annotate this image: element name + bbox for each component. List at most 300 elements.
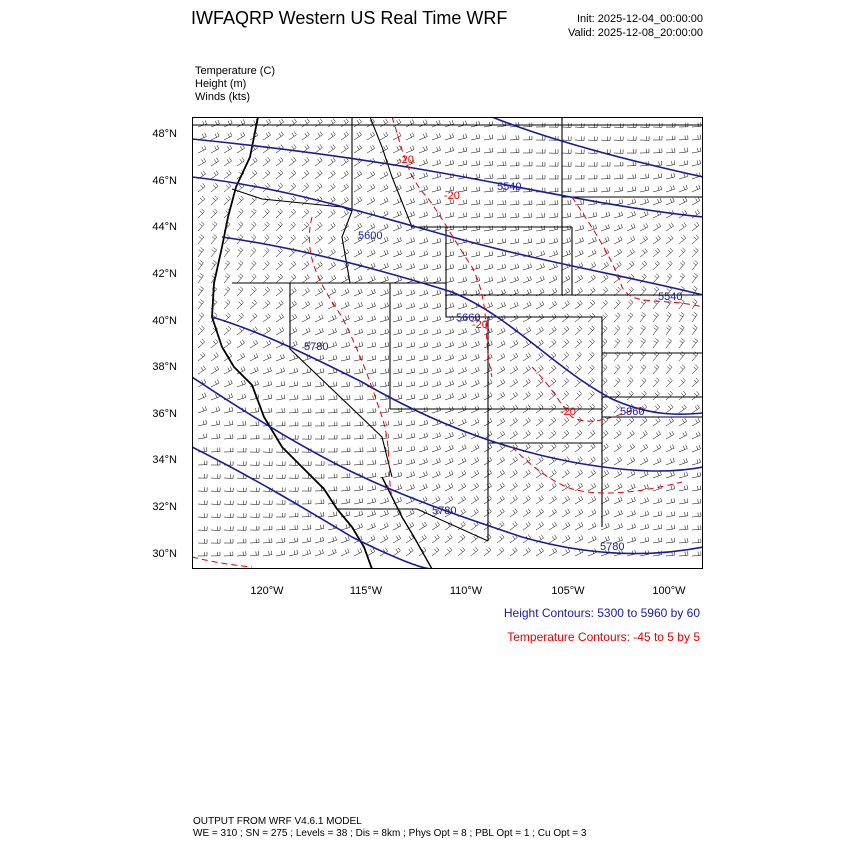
- wind-barb: [289, 132, 296, 141]
- wind-barb: [419, 522, 427, 530]
- wind-barb: [419, 433, 428, 439]
- wind-barb: [432, 445, 441, 452]
- height-label: 5540: [497, 181, 522, 193]
- wind-barb: [341, 197, 349, 205]
- wind-barb: [276, 119, 284, 127]
- wind-barb: [653, 471, 661, 478]
- wind-barb: [250, 501, 259, 505]
- wind-barb: [484, 200, 493, 205]
- wind-barb: [224, 196, 231, 205]
- wind-barb: [445, 406, 454, 413]
- weather-map: [192, 117, 703, 569]
- wind-barb: [679, 148, 688, 153]
- wind-barb: [536, 457, 543, 466]
- wind-barb: [315, 461, 324, 465]
- wind-barb: [562, 417, 569, 426]
- wind-barb: [536, 149, 545, 153]
- wind-barb: [237, 145, 245, 153]
- wind-barb: [315, 435, 324, 439]
- wind-barb: [484, 121, 493, 127]
- wind-barb: [666, 538, 675, 543]
- wind-barb: [406, 290, 415, 296]
- wind-barb: [263, 300, 270, 309]
- wind-barb: [640, 497, 649, 504]
- wind-barb: [471, 380, 479, 387]
- wind-barb: [224, 526, 233, 530]
- wind-barb: [471, 200, 480, 205]
- wind-barb: [432, 394, 441, 400]
- wind-barb: [406, 368, 415, 374]
- wind-barb: [575, 483, 583, 491]
- wind-barb: [354, 197, 362, 205]
- wind-barb: [692, 512, 701, 517]
- wind-barb: [562, 149, 571, 153]
- wind-barb: [549, 225, 558, 231]
- wind-barb: [341, 275, 349, 283]
- wind-barb: [523, 418, 530, 427]
- wind-barb: [510, 431, 518, 439]
- wind-barb: [562, 301, 569, 309]
- wind-barb: [575, 300, 582, 309]
- wind-barb: [263, 222, 269, 231]
- wind-barb: [276, 235, 282, 244]
- wind-barb: [354, 548, 362, 556]
- wind-barb: [640, 457, 648, 465]
- wind-barb: [471, 521, 478, 530]
- wind-barb: [614, 510, 622, 517]
- wind-barb: [393, 342, 402, 348]
- wind-barb: [341, 499, 350, 504]
- wind-barb: [614, 162, 623, 166]
- wind-barb: [237, 488, 246, 492]
- wind-barb: [367, 184, 375, 192]
- wind-barb: [419, 381, 428, 387]
- wind-barb: [536, 365, 543, 374]
- wind-barb: [575, 162, 584, 166]
- wind-barb: [588, 365, 594, 374]
- wind-barb: [445, 342, 454, 348]
- wind-barb: [302, 157, 309, 166]
- wind-barb: [549, 200, 558, 205]
- wind-barb: [614, 523, 623, 530]
- wind-barb: [367, 329, 376, 335]
- wind-barb: [237, 248, 243, 257]
- wind-barb: [250, 157, 257, 166]
- wind-barb: [393, 535, 401, 543]
- wind-barb: [289, 395, 298, 400]
- wind-barb: [224, 514, 233, 518]
- wind-barb: [315, 132, 322, 141]
- wind-barb: [601, 262, 609, 270]
- wind-barb: [510, 509, 517, 518]
- wind-barb: [224, 248, 230, 258]
- wind-barb: [237, 313, 244, 322]
- wind-barb: [679, 248, 685, 257]
- wind-barb: [575, 313, 582, 322]
- wind-barb: [328, 223, 335, 232]
- wind-barb: [536, 430, 543, 439]
- wind-barb: [315, 157, 322, 166]
- wind-barb: [536, 200, 545, 205]
- wind-barb: [289, 170, 296, 179]
- valid-time: Valid: 2025-12-08_20:00:00: [568, 27, 703, 39]
- wind-barb: [250, 448, 259, 452]
- wind-barb: [302, 328, 310, 335]
- wind-barb: [250, 539, 259, 543]
- wind-barb: [627, 211, 636, 218]
- wind-barb: [536, 314, 544, 322]
- wind-barb: [471, 213, 480, 218]
- wind-barb: [432, 290, 441, 296]
- wind-barb: [679, 223, 686, 232]
- wind-barb: [315, 537, 324, 543]
- wind-barb: [289, 513, 298, 517]
- wind-barb: [341, 448, 350, 452]
- wind-barb: [315, 422, 324, 426]
- wind-barb: [679, 391, 686, 400]
- wind-barb: [328, 435, 337, 439]
- wind-barb: [640, 236, 648, 244]
- wind-barb: [562, 200, 571, 205]
- wind-barb: [289, 474, 298, 478]
- wind-barb: [302, 500, 311, 504]
- wind-barb: [471, 457, 479, 465]
- wind-barb: [250, 353, 258, 361]
- wind-barb: [640, 211, 648, 218]
- wind-barb: [640, 378, 646, 387]
- wind-barb: [523, 379, 530, 387]
- wind-barb: [237, 353, 245, 361]
- wind-barb: [302, 288, 310, 296]
- wind-barb: [302, 537, 311, 543]
- wind-barb: [692, 499, 701, 504]
- wind-barb: [341, 473, 350, 478]
- wind-barb: [263, 170, 270, 179]
- wind-barb: [614, 326, 620, 335]
- wind-barb: [276, 368, 285, 375]
- wind-barb: [211, 248, 217, 258]
- wind-barb: [510, 315, 518, 323]
- wind-barb: [224, 407, 233, 413]
- wind-barb: [406, 264, 415, 271]
- wind-barb: [328, 487, 337, 492]
- wind-barb: [250, 209, 256, 218]
- wind-barb: [211, 552, 220, 556]
- wind-barb: [393, 368, 402, 374]
- wind-barb: [627, 174, 636, 179]
- wind-barb: [276, 157, 283, 166]
- wind-barb: [224, 120, 232, 127]
- wind-barb: [523, 431, 530, 440]
- wind-barb: [484, 547, 491, 556]
- latitude-axis: [130, 0, 177, 850]
- wind-barb: [666, 391, 673, 400]
- wind-barb: [419, 212, 428, 218]
- wind-barb: [588, 352, 594, 361]
- wind-barb: [497, 457, 505, 465]
- wind-barb: [276, 354, 284, 361]
- wind-barb: [692, 405, 700, 413]
- wind-barb: [432, 238, 441, 244]
- wind-barb: [510, 162, 519, 166]
- wind-barb: [237, 513, 246, 517]
- wind-barb: [406, 547, 413, 556]
- wind-barb: [484, 264, 493, 270]
- wind-barb: [302, 550, 311, 556]
- wa-or-border: [232, 189, 352, 211]
- wind-barb: [666, 338, 672, 348]
- wind-barb: [588, 470, 596, 478]
- wind-barb: [445, 147, 454, 153]
- wind-barb: [536, 162, 545, 166]
- wind-barb: [627, 124, 636, 128]
- wind-barb: [510, 264, 519, 270]
- wind-barb: [224, 261, 230, 271]
- wind-barb: [393, 316, 402, 322]
- wind-barb: [276, 132, 283, 140]
- wind-barb: [536, 378, 543, 387]
- wind-barb: [614, 212, 623, 219]
- wind-barb: [627, 326, 633, 336]
- wind-barb: [588, 175, 597, 179]
- wind-barb: [692, 222, 699, 231]
- wind-barb: [315, 235, 322, 244]
- wind-barb: [692, 472, 701, 478]
- wind-barb: [523, 327, 531, 335]
- wind-barb: [276, 461, 285, 465]
- wind-barb: [393, 408, 402, 413]
- wind-barb: [380, 303, 389, 310]
- wind-barb: [536, 213, 545, 218]
- wind-barb: [341, 145, 348, 153]
- wind-barb: [237, 340, 245, 348]
- wind-barb: [432, 368, 441, 374]
- wind-barb: [263, 448, 272, 452]
- temperature-contours-note: Temperature Contours: -45 to 5 by 5: [507, 630, 700, 644]
- wind-barb: [523, 509, 530, 517]
- wind-barb: [276, 209, 283, 218]
- wind-barb: [432, 496, 440, 504]
- wind-barb: [510, 470, 517, 478]
- wind-barb: [575, 496, 583, 504]
- wind-barb: [445, 458, 453, 465]
- wind-barb: [692, 525, 701, 530]
- height-label: 5780: [432, 505, 457, 517]
- wind-barb: [510, 379, 518, 387]
- wind-barb: [588, 237, 596, 244]
- wind-barb: [263, 157, 270, 166]
- wind-barb: [471, 134, 480, 140]
- wind-barb: [406, 459, 415, 465]
- wind-barb: [627, 300, 633, 309]
- wind-barb: [315, 382, 324, 387]
- lat-label: 44°N: [152, 221, 177, 233]
- wind-barb: [588, 187, 597, 192]
- wind-barb: [354, 511, 363, 517]
- wind-barb: [211, 474, 220, 478]
- wind-barb: [432, 160, 441, 166]
- wind-barb: [302, 422, 311, 426]
- wind-barb: [289, 119, 297, 127]
- lat-label: 32°N: [152, 501, 177, 513]
- wind-barb: [302, 132, 309, 141]
- wind-barb: [653, 458, 661, 465]
- wind-barb: [432, 471, 440, 478]
- wind-barb: [458, 341, 467, 348]
- wind-barb: [445, 160, 454, 166]
- wind-barb: [484, 251, 493, 257]
- wind-barb: [393, 132, 401, 140]
- wind-barb: [640, 471, 648, 478]
- wind-barb: [354, 435, 363, 440]
- wind-barb: [445, 212, 454, 218]
- wind-barb: [419, 535, 426, 543]
- wind-barb: [315, 409, 324, 413]
- wind-barb: [419, 251, 428, 257]
- wind-barb: [640, 339, 646, 349]
- wind-barb: [601, 300, 608, 309]
- wind-barb: [224, 300, 230, 309]
- temperature-label: -20: [398, 154, 414, 166]
- wind-barb: [497, 418, 505, 426]
- wind-barb: [458, 213, 467, 219]
- wind-barb: [692, 135, 701, 140]
- wind-barb: [198, 146, 206, 154]
- wind-barb: [601, 137, 610, 141]
- wind-barb: [432, 146, 441, 153]
- wind-barb: [341, 409, 350, 414]
- wind-barb: [445, 120, 454, 127]
- wind-barb: [393, 355, 402, 361]
- height-contours-note: Height Contours: 5300 to 5960 by 60: [503, 606, 700, 620]
- wind-barb: [497, 431, 505, 439]
- wind-barb: [237, 261, 243, 270]
- wind-barb: [666, 431, 674, 439]
- wind-barb: [211, 434, 220, 439]
- wind-barb: [237, 300, 243, 309]
- wind-barb: [367, 250, 375, 257]
- wind-barb: [562, 213, 571, 218]
- wind-barb: [406, 237, 415, 244]
- wind-barb: [679, 485, 688, 491]
- wind-barb: [523, 522, 530, 530]
- wind-barb: [653, 338, 659, 348]
- wind-barb: [614, 124, 623, 128]
- wind-barb: [549, 443, 556, 452]
- wind-barb: [653, 173, 662, 179]
- wind-barb: [393, 459, 402, 465]
- wind-barb: [328, 328, 337, 335]
- wind-barb: [393, 276, 402, 283]
- wind-barb: [471, 354, 479, 361]
- wind-barb: [237, 274, 243, 283]
- wind-barb: [419, 146, 427, 153]
- wind-barb: [666, 404, 673, 413]
- wind-barb: [549, 250, 558, 257]
- wind-barb: [341, 422, 350, 426]
- wind-barb: [614, 497, 622, 504]
- wind-barb: [588, 162, 597, 166]
- lon-label: 105°W: [551, 585, 585, 597]
- wind-barb: [666, 185, 675, 192]
- wind-barb: [289, 422, 298, 426]
- wind-barb: [354, 184, 362, 192]
- wind-barb: [536, 483, 543, 491]
- wind-barb: [354, 302, 362, 309]
- wind-barb: [549, 470, 556, 479]
- wind-barb: [601, 124, 610, 128]
- wind-barb: [640, 300, 646, 310]
- wind-barb: [198, 366, 206, 374]
- wind-barb: [341, 342, 350, 348]
- wind-barb: [406, 433, 415, 439]
- wind-barb: [302, 382, 311, 387]
- wind-barb: [614, 378, 620, 387]
- wind-barb: [198, 539, 207, 543]
- wind-barb: [653, 391, 660, 400]
- wind-barb: [224, 474, 233, 478]
- wind-barb: [198, 286, 204, 296]
- wind-barb: [419, 355, 428, 361]
- wind-barb: [237, 119, 245, 127]
- wind-barb: [679, 365, 685, 374]
- wind-barb: [432, 458, 440, 465]
- wind-barb: [328, 342, 337, 348]
- wind-barb: [211, 171, 218, 180]
- wind-barb: [289, 196, 296, 205]
- temperature-label: -20: [560, 406, 576, 418]
- wind-barb: [523, 353, 531, 361]
- wind-barb: [211, 222, 217, 231]
- wind-barb: [562, 548, 570, 556]
- wind-barb: [380, 408, 389, 413]
- wind-barb: [497, 302, 505, 309]
- wind-barb: [406, 185, 414, 192]
- wind-barb: [432, 186, 441, 192]
- wind-barb: [302, 435, 311, 439]
- wind-barb: [354, 395, 363, 400]
- wind-barb: [315, 328, 323, 335]
- wind-barb: [406, 146, 414, 153]
- wind-barb: [536, 470, 543, 479]
- wind-barb: [510, 496, 517, 505]
- wind-barb: [224, 145, 232, 153]
- wind-barb: [471, 444, 479, 452]
- wind-barb: [224, 158, 232, 166]
- wind-barb: [666, 525, 675, 530]
- wind-barb: [562, 250, 570, 257]
- wind-barb: [419, 120, 427, 127]
- wind-barb: [458, 483, 466, 491]
- wind-barb: [627, 497, 635, 504]
- wind-barb: [302, 487, 311, 491]
- wind-barb: [692, 378, 699, 387]
- wind-barb: [211, 260, 217, 270]
- wind-barb: [575, 275, 583, 283]
- wind-barb: [562, 313, 569, 322]
- wind-barb: [237, 551, 246, 556]
- wind-barb: [406, 472, 415, 479]
- wind-barb: [367, 132, 375, 140]
- wind-barb: [653, 325, 658, 335]
- wind-barb: [354, 249, 362, 257]
- wind-barb: [263, 314, 270, 323]
- wind-barb: [224, 421, 233, 426]
- wind-barb: [471, 419, 479, 427]
- wind-barb: [237, 526, 246, 530]
- wind-barb: [575, 535, 583, 543]
- wind-barb: [419, 264, 428, 270]
